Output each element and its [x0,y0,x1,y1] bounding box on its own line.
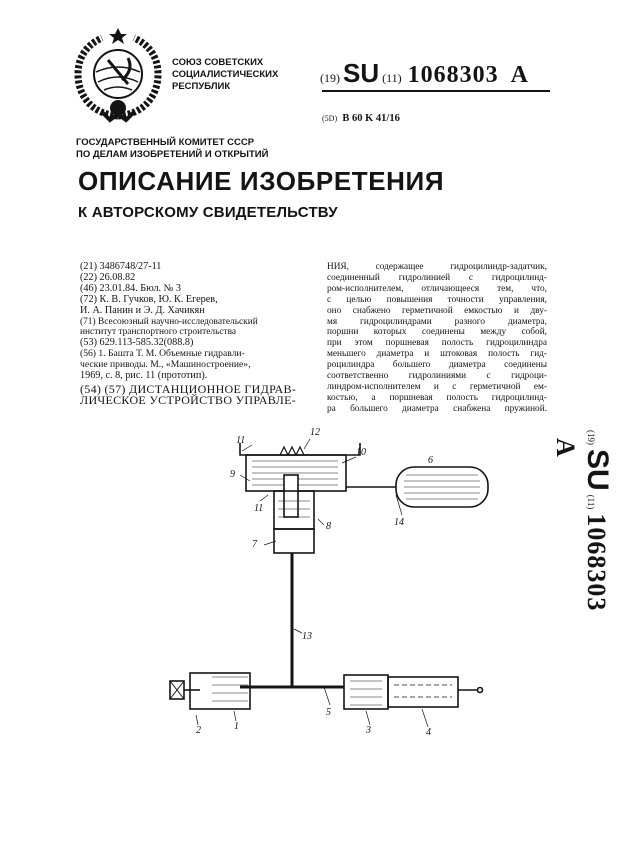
svg-text:14 [394,517,404,528]
org-line: РЕСПУБЛИК [172,81,231,92]
top-housing [240,443,360,455]
biblio-line: (22) 26.08.82 [80,271,136,283]
abstract-line: роцилиндра большего диаметра соединены [327,360,547,371]
country-code: SU [343,58,380,88]
inid-51: (5D) [322,114,338,123]
abstract-line: соответственно гидролиниями с гидроци- [327,371,547,382]
biblio-line: институт транспортного строительства [80,327,237,338]
figure-label-12: 12 [310,427,320,438]
figure-label-3: 3 [366,725,371,736]
abstract-line: меньшего диаметра и штоковая полость гид- [327,349,547,360]
biblio-line: ческие приводы. М., «Машиностроение», [80,359,251,371]
abstract-line: с целью повышения точности управления, [327,294,547,305]
kind-code: A [510,62,530,88]
figure-label-5: 5 [326,707,331,718]
figure-label-8: 8 [326,521,331,532]
biblio-line: 1969, с. 8, рис. 11 (прототип). [80,370,208,382]
vertical-patent-no: 1068303 [582,513,611,612]
svg-text:6 [428,455,433,466]
committee [76,137,268,161]
abstract-line: ром-исполнителем, отличающееся тем, что, [327,283,547,294]
svg-text:10 [356,447,366,458]
bibliographic-data [80,262,296,406]
vertical-kind-code: A [551,438,580,458]
ipc-line [322,113,400,124]
svg-text:12 [310,427,320,438]
biblio-line: (53) 629.113-585.32(088.8) [80,337,194,349]
biblio-line: (71) Всесоюзный научно-исследовательский [80,316,258,327]
document-title: ОПИСАНИЕ ИЗОБРЕТЕНИЯ [78,166,445,196]
inid-19: (19) [320,71,340,85]
svg-text:9 [230,469,235,480]
executor-cylinder [344,675,388,709]
abstract-line: при этом поршневая полость гидроцилиндра [327,338,547,349]
biblio-line: (54) (57) ДИСТАНЦИОННОЕ ГИДРАВ- [80,381,297,396]
svg-text:1 [234,721,239,732]
biblio-line: (72) К. В. Гучков, Ю. К. Егерев, [80,293,218,305]
ipc-class: B 60 K 41/16 [342,113,400,124]
biblio-line: И. А. Панин и Э. Д. Хачикян [80,304,205,316]
figure-label-1: 1 [234,721,239,732]
ussr-emblem [72,20,164,124]
svg-text:3 [365,725,371,736]
svg-text:8 [326,521,331,532]
committee-line: ПО ДЕЛАМ ИЗОБРЕТЕНИЙ И ОТКРЫТИЙ [76,149,269,160]
figure-label-9: 9 [230,469,235,480]
figure-label-11: 11 [236,435,246,446]
biblio-line: (56) 1. Башта Т. М. Объемные гидравли- [80,348,245,360]
biblio-line: (46) 23.01.84. Бюл. № 3 [80,282,182,294]
org-line: СОЮЗ СОВЕТСКИХ [172,57,264,68]
abstract-line: поршни которых соединены между собой, [327,327,547,338]
master-cylinder [190,673,250,709]
abstract-line: оно снабжено герметичной емкостью и дву- [327,305,547,316]
committee-line: ГОСУДАРСТВЕННЫЙ КОМИТЕТ СССР [76,137,255,148]
piston-rod-11 [284,475,298,517]
biblio-line: ЛИЧЕСКОЕ УСТРОЙСТВО УПРАВЛЕ- [80,392,297,407]
svg-text:7 [252,539,258,550]
figure-label-11b: 11 [254,503,264,514]
hydraulic-schematic [160,415,500,745]
org-line: СОЦИАЛИСТИЧЕСКИХ [172,69,279,80]
vertical-inid-19: (19) [586,430,596,445]
vertical-patent-number [551,430,614,630]
svg-text:5 [326,707,331,718]
patent-number-line [320,58,529,93]
abstract-line: ра большего диаметра снабжена пружиной. [327,403,547,414]
abstract-line: мя гидроцилиндрами разного диаметра, [327,316,547,327]
lower-cylinder-7 [274,529,314,553]
issuing-country [172,57,278,93]
biblio-line: (21) 3486748/27-11 [80,261,162,272]
vertical-inid-11: (11) [586,494,596,510]
rod-housing [388,677,458,707]
figure-label-2: 2 [196,725,201,736]
svg-text:13 [302,631,312,642]
svg-text:11 [236,435,245,446]
abstract-line: соединенный гидролинией с гидроцилинд- [327,272,547,283]
vertical-country-code: SU [581,449,614,491]
abstract-line: линдром-исполнителем и с герметичной ем- [327,381,547,392]
header-rule [322,90,550,92]
figure-label-14: 14 [394,517,404,528]
abstract-line: костью, а поршневая полость гидроцилинд- [327,392,547,403]
spring-12 [280,447,304,455]
svg-text:2 [196,725,201,736]
figure-label-7: 7 [252,539,257,550]
figure-label-6: 6 [428,455,433,466]
abstract [327,262,547,415]
figure-label-4: 4 [426,727,431,738]
figure-label-13: 13 [302,631,312,642]
svg-text:11 [254,503,263,514]
figure-label-10: 10 [356,447,366,458]
patent-number: 1068303 [407,62,499,88]
abstract-line: НИЯ, содержащее гидроцилиндр-задатчик, [327,262,547,272]
svg-text:4 [426,727,431,738]
inid-11: (11) [382,71,402,85]
document-subtitle: К АВТОРСКОМУ СВИДЕТЕЛЬСТВУ [78,204,338,221]
